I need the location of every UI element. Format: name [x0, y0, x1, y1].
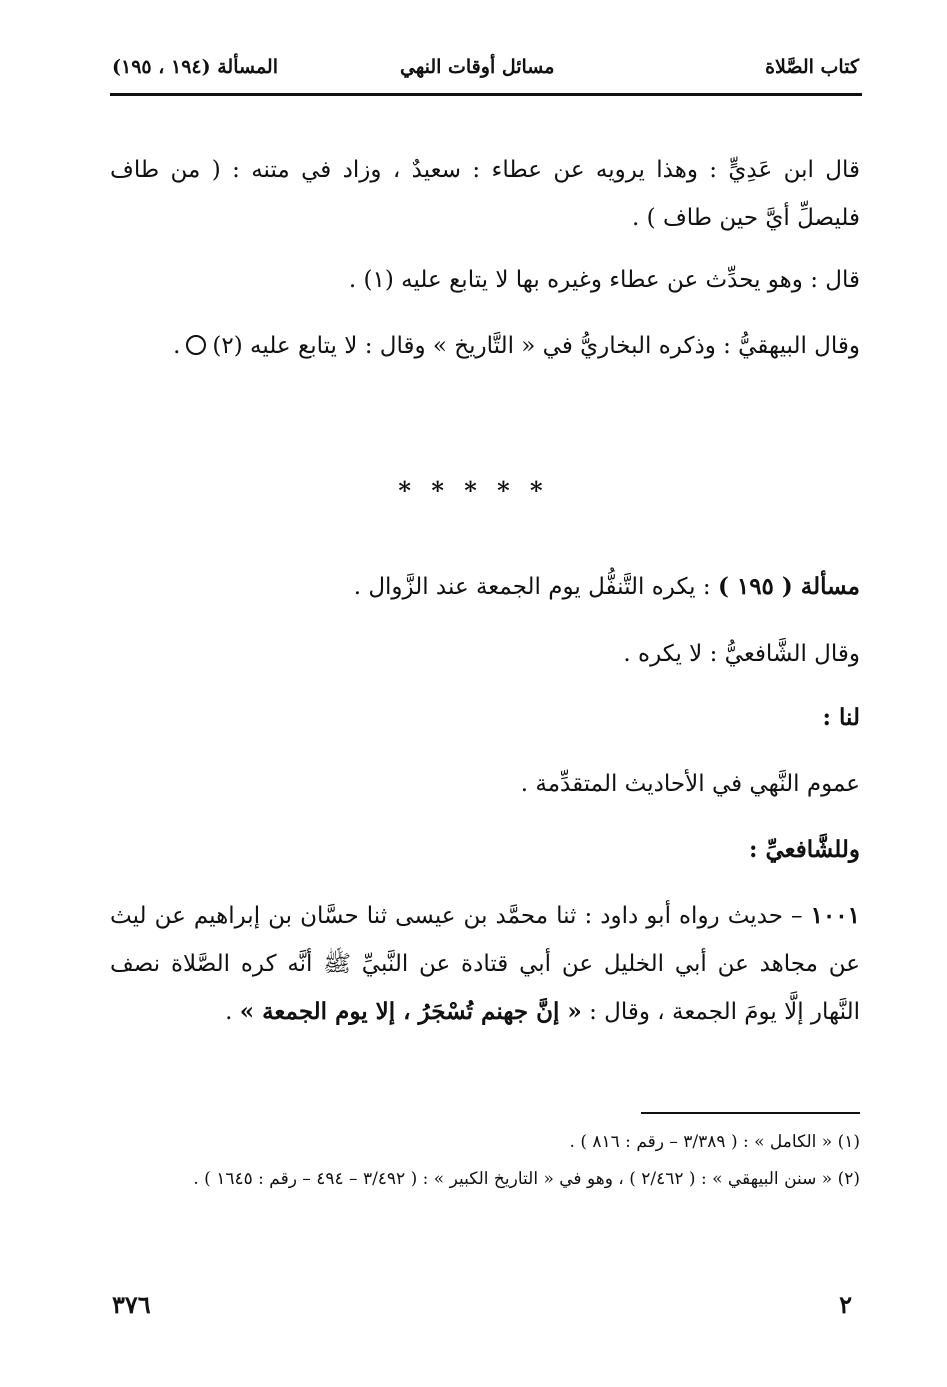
masala-heading	[110, 563, 860, 611]
page-number: ٣٧٦	[112, 1290, 151, 1319]
bayhaqi-text: وقال البيهقيُّ : وذكره البخاريُّ في « التَّاريخ » وقال : لا يتابع عليه (٢)	[212, 333, 860, 359]
masala-text: : يكره التَّنفُّل يوم الجمعة عند الزَّوال .	[353, 574, 718, 600]
umum-text: عموم النَّهي في الأحاديث المتقدِّمة .	[520, 771, 860, 797]
footnote-rule	[641, 1112, 860, 1114]
lishafii-heading: وللشَّافعيِّ :	[748, 836, 860, 863]
paragraph-bayhaqi	[110, 322, 860, 370]
footnote-2: (٢) « سنن البيهقي » : ( ٢/٤٦٢ ) ، وهو في « التاريخ الكبير » : ( ٣/٤٩٢ – ٤٩٤ – رقم : ١٦٤٥ ) .	[193, 1169, 860, 1189]
header-issue-number: المسألة (١٩٤ ، ١٩٥)	[112, 56, 278, 78]
header-chapter-title: مسائل أوقات النهي	[400, 56, 555, 78]
bayhaqi-period: .	[173, 333, 181, 359]
part-number: ٢	[839, 1290, 852, 1319]
section-separator: * * * * *	[398, 476, 549, 505]
hadith-paragraph	[110, 892, 860, 1036]
paragraph-ibn-adi: قال ابن عَدِيٍّ : وهذا يرويه عن عطاء : سعيدٌ ، وزاد في متنه : ( من طاف فليصلِّ أيَّ حين طاف ) .	[110, 157, 860, 231]
footnote-1: (١) « الكامل » : ( ٣/٣٨٩ – رقم : ٨١٦ ) .	[569, 1132, 860, 1152]
hadith-number: ١٠٠١	[810, 902, 860, 929]
hadith-end: .	[225, 999, 240, 1025]
lana-heading: لنا :	[822, 704, 860, 731]
header-rule	[110, 93, 862, 96]
hadith-quote: « إنَّ جهنم تُسْجَرُ ، إلا يوم الجمعة »	[239, 998, 582, 1025]
shafii-view: وقال الشَّافعيُّ : لا يكره .	[623, 641, 860, 667]
circle-end-mark	[186, 335, 206, 355]
hadith-text: – حديث رواه أبو داود : ثنا محمَّد بن عيسى ثنا حسَّان بن إبراهيم عن ليث عن مجاهد عن أبي الخليل عن أبي قتادة عن النَّبيِّ ﷺ أنَّه كره الصَّلاة نصف النَّهار إلَّا يومَ الجمعة ، وقال :	[110, 903, 860, 1025]
paragraph-narration: قال : وهو يحدِّث عن عطاء وغيره بها لا يتابع عليه (١) .	[348, 267, 860, 293]
masala-label: مسألة ( ١٩٥ )	[717, 573, 860, 600]
header-book-title: كتاب الصَّلاة	[765, 56, 859, 78]
